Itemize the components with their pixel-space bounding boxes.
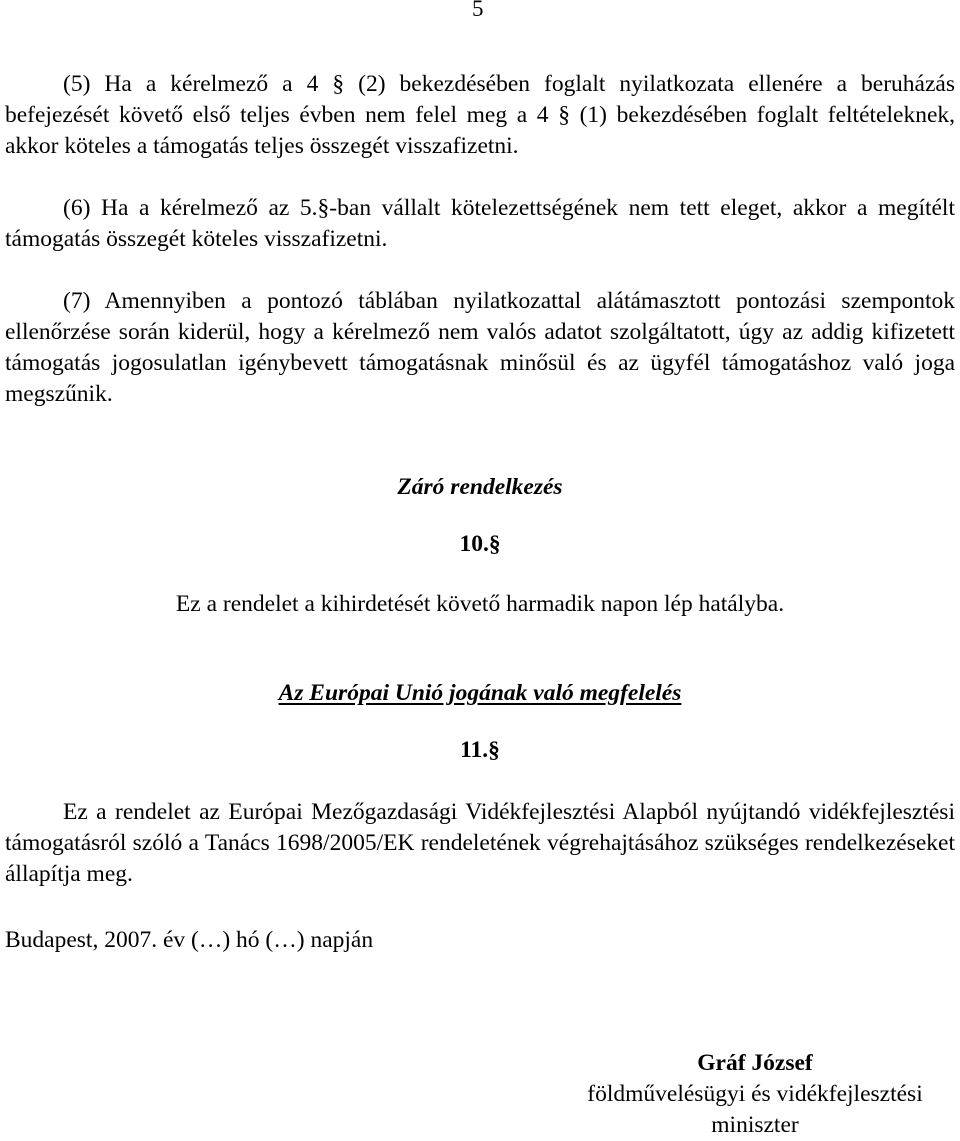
paragraph-7: (7) Amennyiben a pontozó táblában nyilatkozattal alátámasztott pontozási szempontok ellenőrzése során kiderül, hogy a kérelmező nem valós adatot szolgáltatott, úgy az addig kifizetett támogatás jogosulatlan igénybevett támogatásnak minősül és az ügyfél támogatáshoz való joga megszűnik. [5,288,955,407]
place-and-date: Budapest, 2007. év (…) hó (…) napján [5,927,374,953]
section-11-label: 11.§ [460,737,500,763]
paragraph-6: (6) Ha a kérelmező az 5.§-ban vállalt kötelezettségének nem tett eleget, akkor a megítélt támogatás összegét köteles visszafizetni. [5,195,955,252]
eu-compliance-heading [0,678,960,709]
eu-compliance-title: Az Európai Unió jogának való megfelelés [278,680,682,706]
section-10-text: Ez a rendelet a kihirdetését követő harmadik napon lép hatályba. [175,591,785,617]
section-11-text: Ez a rendelet az Európai Mezőgazdasági Vidékfejlesztési Alapból nyújtandó vidékfejlesztési támogatásról szóló a Tanács 1698/2005/EK rendeletének végrehajtásához szükséges rendelkezéseket állapítja meg. [5,799,955,887]
signatory-name: Gráf József [697,1050,813,1076]
signatory-title-line1: földművelésügyi és vidékfejlesztési [587,1081,923,1107]
signatory-title-line2: miniszter [711,1112,799,1138]
section-11-number [0,735,960,766]
signature-block [555,1048,955,1141]
closing-provisions-heading [0,472,960,503]
section-10-label: 10.§ [459,531,501,557]
page-number: 5 [472,0,484,21]
paragraph-5: (5) Ha a kérelmező a 4 § (2) bekezdésében foglalt nyilatkozata ellenére a beruházás befejezését követő első teljes évben nem felel meg a 4 § (1) bekezdésében foglalt feltételeknek, akkor köteles a támogatás teljes összegét visszafizetni. [5,71,955,159]
closing-provisions-title: Záró rendelkezés [397,474,563,500]
section-10-number [0,529,960,560]
